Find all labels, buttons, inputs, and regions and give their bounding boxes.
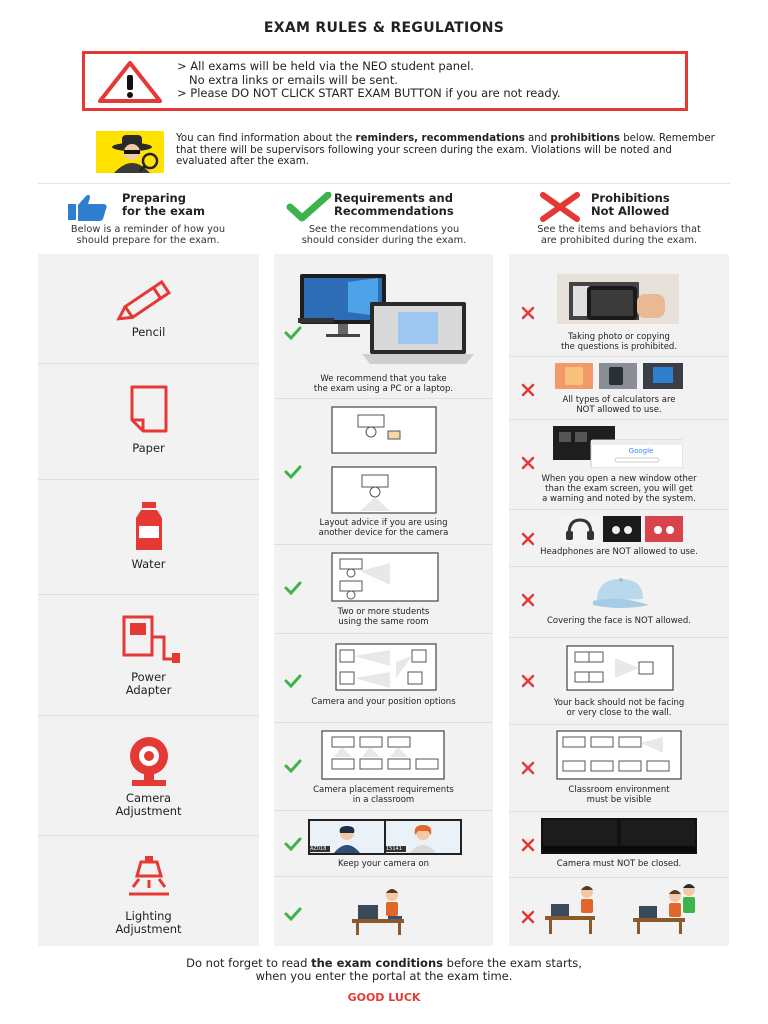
video-call-image: [308, 819, 462, 855]
prepare-label: Pencil: [131, 325, 166, 339]
check-icon: [286, 192, 332, 222]
calculators-image: [555, 363, 683, 389]
check-icon: [284, 907, 302, 921]
alert-line-1: > All exams will be held via the NEO student panel.: [177, 59, 474, 73]
recommend-item-camera-on: [274, 811, 493, 877]
prepare-item-lighting: [38, 836, 259, 946]
cross-icon: [519, 761, 537, 775]
column-desc-preparing: Below is a reminder of how you should prepare for the exam.: [70, 224, 226, 246]
prepare-label: Power Adapter: [125, 670, 172, 697]
classroom-diagram: [320, 729, 446, 781]
prohibit-item-classroom: [509, 725, 729, 812]
prohibit-item-back-wall: [509, 638, 729, 725]
alert-box: [82, 51, 688, 111]
cross-icon: [519, 456, 537, 470]
column-header-preparing: [38, 190, 258, 248]
phone-photo-image: [557, 274, 679, 324]
video-tile-label: AZ018: [310, 846, 330, 852]
alert-line-3: > Please DO NOT CLICK START EXAM BUTTON if you are not ready.: [177, 86, 561, 100]
cap-image: [591, 575, 651, 611]
supervisor-illustration: [96, 131, 164, 173]
footer-note: Do not forget to read the exam conditions before the exam starts, when you enter the portal at the exam time.: [186, 956, 582, 983]
column-title-preparing: Preparing for the exam: [122, 191, 206, 218]
prohibit-item-camera-closed: [509, 812, 729, 878]
lamp-icon: [125, 854, 173, 898]
recommend-caption: Layout advice if you are using another device for the camera: [318, 518, 449, 538]
good-luck-text: GOOD LUCK: [347, 991, 421, 1004]
intro-text-1: You can find information about the: [176, 133, 356, 144]
prepare-label: Water: [131, 557, 166, 571]
intro-text-2: and: [524, 133, 551, 144]
black-camera-screen-image: [541, 818, 697, 854]
prohibit-caption: Headphones are NOT allowed to use.: [540, 547, 698, 557]
intro-paragraph: [176, 133, 716, 168]
prohibit-caption: When you open a new window other than the exam screen, you will get a warning and noted by the system.: [541, 474, 697, 504]
prohibit-item-calculators: [509, 357, 729, 420]
shared-room-diagram: [330, 551, 440, 603]
pencil-icon: [111, 274, 187, 324]
prohibit-caption: All types of calculators are NOT allowed to use.: [562, 395, 676, 415]
recommend-item-shared-room: [274, 545, 493, 634]
prepare-label: Lighting Adjustment: [115, 909, 182, 936]
prepare-label: Paper: [132, 441, 165, 455]
student-at-desk-image: [352, 885, 418, 937]
recommend-caption: Keep your camera on: [338, 859, 429, 869]
classroom-environment-diagram: [555, 729, 683, 781]
recommendations-column: [274, 254, 493, 946]
prepare-item-paper: [38, 364, 259, 480]
recommend-item-classroom: [274, 723, 493, 811]
recommend-caption: Camera placement requirements in a classroom: [313, 785, 454, 805]
prohibit-item-extra-people: [509, 878, 729, 946]
prohibit-caption: Covering the face is NOT allowed.: [546, 616, 692, 626]
preparing-column: [38, 254, 259, 946]
prohibit-item-face-cover: [509, 567, 729, 638]
thumbs-up-icon: [66, 192, 112, 222]
alert-text: [177, 60, 561, 101]
warning-icon: [97, 60, 163, 104]
prohibitions-column: [509, 254, 729, 946]
paper-icon: [129, 384, 169, 434]
spy-icon: [96, 131, 164, 173]
prepare-item-pencil: [38, 254, 259, 364]
intro-bold-1: reminders, recommendations: [355, 133, 525, 144]
recommend-caption: Two or more students using the same room: [337, 607, 430, 627]
prepare-item-camera: [38, 716, 259, 836]
column-header-requirements: [274, 190, 494, 248]
check-icon: [284, 759, 302, 773]
recommend-item-student-desk: [274, 877, 493, 946]
pc-laptop-image: [298, 272, 474, 368]
check-icon: [284, 581, 302, 595]
prepare-item-water: [38, 480, 259, 595]
water-bottle-icon: [129, 500, 169, 552]
cross-icon: [537, 192, 583, 222]
recommend-item-camera-position: [274, 634, 493, 723]
prepare-label: Camera Adjustment: [115, 791, 182, 818]
column-title-prohibitions: Prohibitions Not Allowed: [591, 191, 670, 218]
column-title-requirements: Requirements and Recommendations: [334, 191, 454, 218]
recommend-caption: We recommend that you take the exam using a PC or a laptop.: [313, 374, 454, 394]
webcam-icon: [124, 734, 174, 788]
prohibit-caption: Camera must NOT be closed.: [556, 859, 682, 869]
camera-position-diagram: [334, 642, 438, 692]
extra-people-image: [543, 882, 703, 936]
recommend-caption: Camera and your position options: [311, 697, 456, 707]
prohibit-item-headphones: [509, 510, 729, 567]
video-tile-label: 15141: [386, 846, 406, 852]
cross-icon: [519, 593, 537, 607]
column-header-prohibitions: [509, 190, 729, 248]
prohibit-item-new-window: [509, 420, 729, 510]
prohibit-caption: Your back should not be facing or very close to the wall.: [553, 698, 685, 718]
prohibit-item-photo: [509, 254, 729, 357]
prohibit-caption: Classroom environment must be visible: [568, 785, 670, 805]
cross-icon: [519, 532, 537, 546]
column-desc-requirements: See the recommendations you should consider during the exam.: [301, 224, 467, 246]
google-logo: Google: [628, 447, 654, 455]
cross-icon: [519, 306, 537, 320]
intro-bold-2: prohibitions: [550, 133, 620, 144]
cross-icon: [519, 838, 537, 852]
check-icon: [284, 837, 302, 851]
cross-icon: [519, 674, 537, 688]
cross-icon: [519, 910, 537, 924]
headphones-image: [561, 516, 683, 542]
power-adapter-icon: [116, 613, 182, 665]
prohibit-caption: Taking photo or copying the questions is prohibited.: [560, 332, 678, 352]
divider: [38, 183, 730, 184]
prepare-item-power-adapter: [38, 595, 259, 716]
page-title: EXAM RULES & REGULATIONS: [263, 20, 505, 36]
recommend-item-layout: [274, 399, 493, 545]
room-layout-diagram: [330, 405, 438, 515]
recommend-item-pc: [274, 254, 493, 399]
back-wall-diagram: [565, 644, 675, 692]
column-desc-prohibitions: See the items and behaviors that are prohibited during the exam.: [537, 224, 701, 246]
check-icon: [284, 465, 302, 479]
check-icon: [284, 674, 302, 688]
alert-line-2: No extra links or emails will be sent.: [189, 72, 398, 87]
intro-text-3: below. Remember that there will be supervisors following your screen during the exam. Violations will be noted and evaluated after the exam.: [176, 133, 715, 167]
